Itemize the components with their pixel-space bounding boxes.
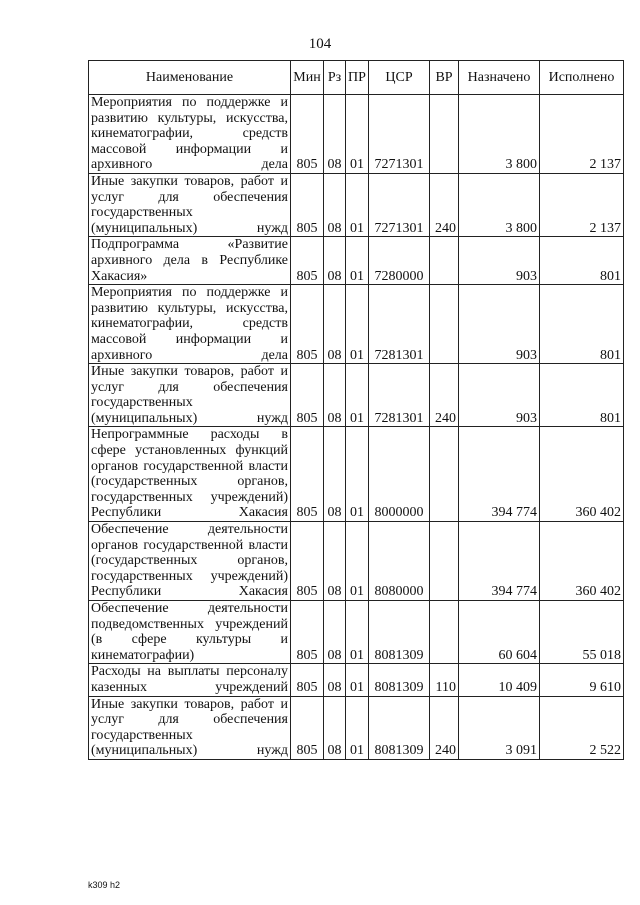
- cell-executed: 360 402: [540, 427, 624, 522]
- table-row: [89, 522, 624, 601]
- cell-assigned: 10 409: [459, 664, 540, 696]
- cell-name: Обеспечение деятельности органов государственной власти (государственных органов, государственных учреждений) Республики Хакасия: [89, 522, 291, 601]
- cell-vr: 240: [430, 173, 459, 236]
- cell-executed: 360 402: [540, 522, 624, 601]
- cell-name: Мероприятия по поддержке и развитию культуры, искусства, кинематографии, средств массовой информации и архивного дела: [89, 285, 291, 364]
- cell-pr: 01: [346, 95, 369, 174]
- cell-assigned: 394 774: [459, 522, 540, 601]
- cell-vr: [430, 285, 459, 364]
- cell-rz: 08: [324, 696, 346, 759]
- table-row: [89, 664, 624, 696]
- cell-assigned: 3 800: [459, 95, 540, 174]
- cell-csr: 8081309: [369, 696, 430, 759]
- cell-rz: 08: [324, 664, 346, 696]
- cell-min: 805: [291, 522, 324, 601]
- cell-pr: 01: [346, 696, 369, 759]
- cell-rz: 08: [324, 364, 346, 427]
- cell-csr: 7271301: [369, 95, 430, 174]
- cell-name: Иные закупки товаров, работ и услуг для обеспечения государственных (муниципальных) нужд: [89, 173, 291, 236]
- header-rz: Рз: [324, 61, 346, 95]
- cell-name: Непрограммные расходы в сфере установленных функций органов государственной власти (государственных органов, государственных учреждений) Республики Хакасия: [89, 427, 291, 522]
- table-body: [89, 95, 624, 760]
- header-csr: ЦСР: [369, 61, 430, 95]
- table-row: [89, 364, 624, 427]
- cell-csr: 7271301: [369, 173, 430, 236]
- cell-vr: [430, 601, 459, 664]
- table-row: [89, 285, 624, 364]
- cell-name: Иные закупки товаров, работ и услуг для обеспечения государственных (муниципальных) нужд: [89, 696, 291, 759]
- cell-rz: 08: [324, 285, 346, 364]
- cell-assigned: 903: [459, 364, 540, 427]
- cell-min: 805: [291, 285, 324, 364]
- cell-min: 805: [291, 237, 324, 285]
- cell-csr: 7281301: [369, 285, 430, 364]
- table-row: [89, 601, 624, 664]
- header-assigned: Назначено: [459, 61, 540, 95]
- cell-vr: [430, 237, 459, 285]
- table-row: [89, 427, 624, 522]
- cell-assigned: 394 774: [459, 427, 540, 522]
- cell-rz: 08: [324, 173, 346, 236]
- cell-rz: 08: [324, 601, 346, 664]
- cell-csr: 8081309: [369, 601, 430, 664]
- cell-assigned: 3 091: [459, 696, 540, 759]
- cell-csr: 7281301: [369, 364, 430, 427]
- cell-rz: 08: [324, 237, 346, 285]
- budget-table: [88, 60, 624, 760]
- cell-executed: 9 610: [540, 664, 624, 696]
- cell-executed: 2 137: [540, 173, 624, 236]
- cell-vr: 240: [430, 364, 459, 427]
- header-pr: ПР: [346, 61, 369, 95]
- cell-min: 805: [291, 95, 324, 174]
- cell-executed: 801: [540, 364, 624, 427]
- header-executed: Исполнено: [540, 61, 624, 95]
- cell-vr: 240: [430, 696, 459, 759]
- cell-pr: 01: [346, 364, 369, 427]
- cell-name: Мероприятия по поддержке и развитию культуры, искусства, кинематографии, средств массовой информации и архивного дела: [89, 95, 291, 174]
- table-row: [89, 696, 624, 759]
- table-row: [89, 173, 624, 236]
- cell-pr: 01: [346, 664, 369, 696]
- cell-name: Обеспечение деятельности подведомственных учреждений (в сфере культуры и кинематографии): [89, 601, 291, 664]
- cell-csr: 8080000: [369, 522, 430, 601]
- table-row: [89, 95, 624, 174]
- cell-executed: 55 018: [540, 601, 624, 664]
- cell-vr: 110: [430, 664, 459, 696]
- cell-pr: 01: [346, 601, 369, 664]
- cell-pr: 01: [346, 173, 369, 236]
- cell-pr: 01: [346, 237, 369, 285]
- cell-vr: [430, 522, 459, 601]
- cell-pr: 01: [346, 522, 369, 601]
- cell-min: 805: [291, 696, 324, 759]
- footer-code: k309 h2: [88, 880, 121, 890]
- cell-assigned: 3 800: [459, 173, 540, 236]
- cell-executed: 801: [540, 237, 624, 285]
- cell-min: 805: [291, 173, 324, 236]
- table-header-row: [89, 61, 624, 95]
- cell-pr: 01: [346, 285, 369, 364]
- cell-executed: 801: [540, 285, 624, 364]
- cell-rz: 08: [324, 522, 346, 601]
- cell-pr: 01: [346, 427, 369, 522]
- cell-min: 805: [291, 664, 324, 696]
- cell-min: 805: [291, 427, 324, 522]
- cell-name: Расходы на выплаты персоналу казенных учреждений: [89, 664, 291, 696]
- cell-name: Подпрограмма «Развитие архивного дела в Республике Хакасия»: [89, 237, 291, 285]
- header-vr: ВР: [430, 61, 459, 95]
- cell-csr: 8000000: [369, 427, 430, 522]
- cell-vr: [430, 95, 459, 174]
- cell-min: 805: [291, 601, 324, 664]
- cell-csr: 8081309: [369, 664, 430, 696]
- cell-vr: [430, 427, 459, 522]
- table-row: [89, 237, 624, 285]
- cell-csr: 7280000: [369, 237, 430, 285]
- cell-assigned: 903: [459, 237, 540, 285]
- header-min: Мин: [291, 61, 324, 95]
- cell-assigned: 60 604: [459, 601, 540, 664]
- header-name: Наименование: [89, 61, 291, 95]
- cell-assigned: 903: [459, 285, 540, 364]
- page-number: 104: [308, 36, 332, 52]
- cell-rz: 08: [324, 427, 346, 522]
- cell-executed: 2 137: [540, 95, 624, 174]
- cell-rz: 08: [324, 95, 346, 174]
- cell-min: 805: [291, 364, 324, 427]
- cell-executed: 2 522: [540, 696, 624, 759]
- cell-name: Иные закупки товаров, работ и услуг для обеспечения государственных (муниципальных) нужд: [89, 364, 291, 427]
